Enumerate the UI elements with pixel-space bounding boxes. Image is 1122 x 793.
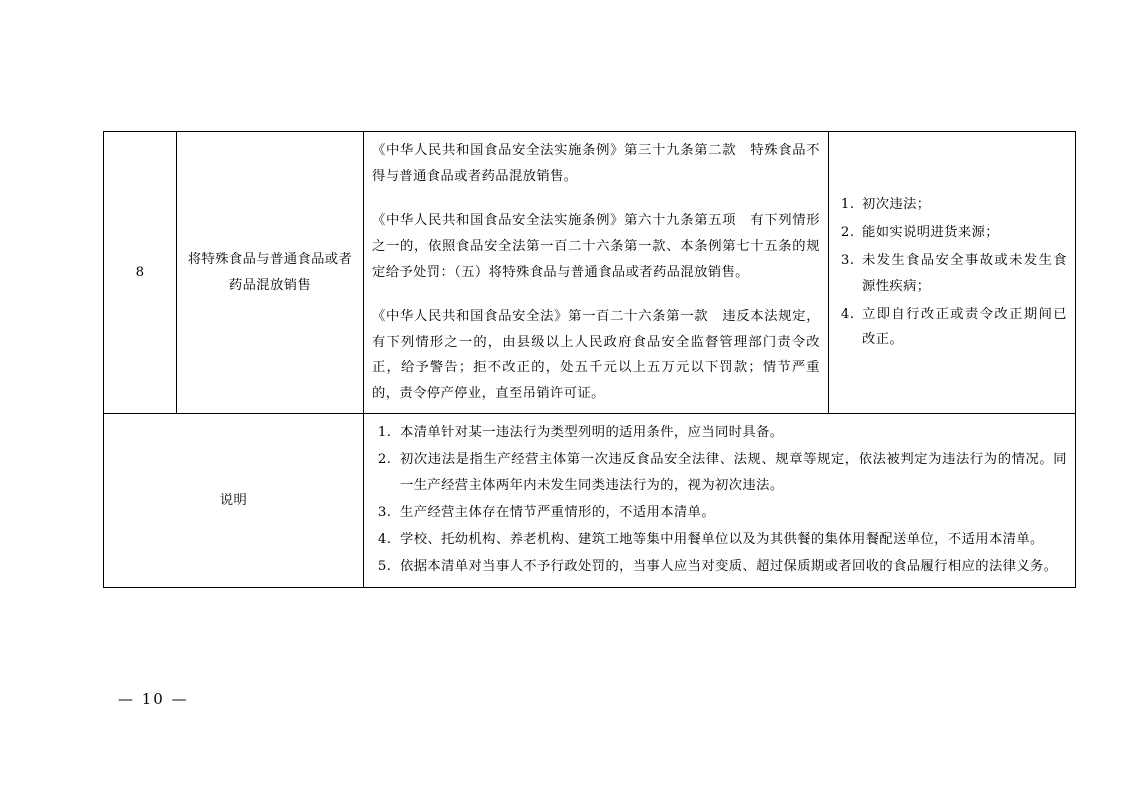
notes-label-cell: 说明 [104,414,364,588]
list-item: 5. 依据本清单对当事人不予行政处罚的，当事人应当对变质、超过保质期或者回收的食品履行相应的法律义务。 [396,554,1067,580]
legal-basis-paragraph-3: 《中华人民共和国食品安全法》第一百二十六条第一款 违反本法规定，有下列情形之一的，由县级以上人民政府食品安全监督管理部门责令改正，给予警告；拒不改正的，处五千元以上五万元以下罚款；情节严重的，责令停产停业，直至吊销许可证。 [372,308,820,402]
regulation-table [103,131,1076,588]
notes-body-cell [364,414,1076,588]
list-item: 2. 能如实说明进货来源； [859,220,1067,246]
list-item: 3. 未发生食品安全事故或未发生食源性疾病； [859,248,1067,300]
notes-list [372,420,1067,580]
list-item: 3. 生产经营主体存在情节严重情形的，不适用本清单。 [396,500,1067,526]
conditions-list [837,192,1067,354]
row-number-cell: 8 [104,132,177,414]
row-conditions-cell [829,132,1076,414]
row-behavior-cell: 将特殊食品与普通食品或者药品混放销售 [177,132,364,414]
list-item: 4. 学校、托幼机构、养老机构、建筑工地等集中用餐单位以及为其供餐的集体用餐配送单位，不适用本清单。 [396,527,1067,553]
legal-basis-paragraph-1: 《中华人民共和国食品安全法实施条例》第三十九条第二款 特殊食品不得与普通食品或者药品混放销售。 [372,143,820,184]
list-item: 2. 初次违法是指生产经营主体第一次违反食品安全法律、法规、规章等规定，依法被判定为违法行为的情况。同一生产经营主体两年内未发生同类违法行为的，视为初次违法。 [396,447,1067,499]
row-legal-basis-cell [364,132,829,414]
table-row [104,132,1076,414]
list-item: 1. 初次违法； [859,192,1067,218]
notes-row [104,414,1076,588]
legal-basis-paragraph-2: 《中华人民共和国食品安全法实施条例》第六十九条第五项 有下列情形之一的，依照食品安全法第一百二十六条第一款、本条例第七十五条的规定给予处罚：（五）将特殊食品与普通食品或者药品混放销售。 [372,212,820,280]
list-item: 1. 本清单针对某一违法行为类型列明的适用条件，应当同时具备。 [396,420,1067,446]
page-number: — 10 — [118,690,189,708]
list-item: 4. 立即自行改正或责令改正期间已改正。 [859,302,1067,354]
